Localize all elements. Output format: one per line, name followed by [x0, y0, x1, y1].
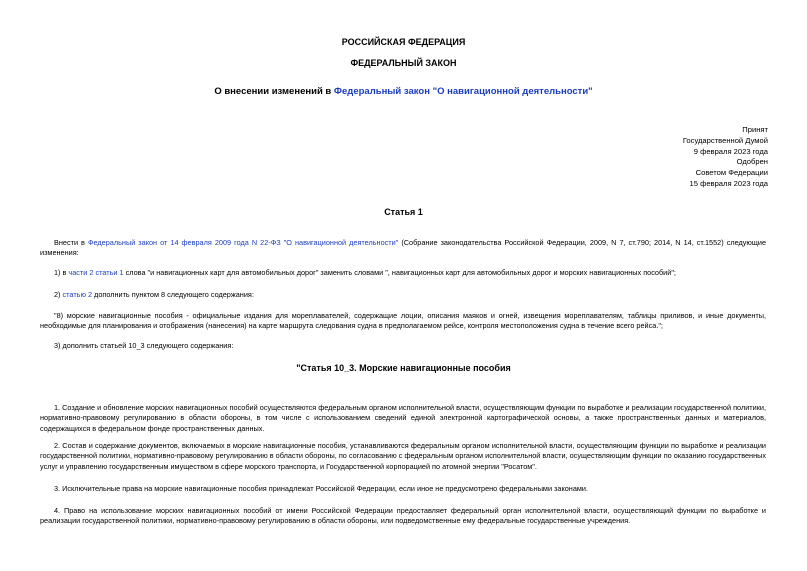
article-10-3-heading: "Статья 10_3. Морские навигационные пособия	[296, 363, 511, 373]
item1-pre: 1) в	[54, 268, 69, 277]
intro-pre: Внести в	[54, 238, 88, 247]
part-2-text: 2. Состав и содержание документов, включаемых в морские навигационные пособия, устанавливаются федеральным органом исполнительной власти, осуществляющим функции по выработке и реализации государственной политики, нормативно-правовому регулированию в области обороны, по согласованию с федеральным органом исполнительной власти, осуществляющим функции по оказанию государственных услуг и управлению государственным имуществом в сфере морского транспорта, и Государственной корпорацией по атомной энергии "Росатом".	[40, 441, 766, 471]
approved-by: Советом Федерации	[695, 168, 768, 178]
accepted-date: 9 февраля 2023 года	[693, 146, 768, 156]
item2-post: дополнить пунктом 8 следующего содержания:	[92, 290, 254, 299]
accepted-by: Государственной Думой	[682, 135, 768, 145]
part-1-text: 1. Создание и обновление морских навигационных пособий осуществляются федеральным органом исполнительной власти, осуществляющим функции по выработке и реализации государственной политики, нормативно-правовому регулированию в области обороны, в том числе с использованием сведений единой электронной картографической основы, а также пространственных данных и материалов, содержащихся в федеральном фонде пространственных данных.	[40, 403, 766, 433]
new-point-8	[40, 311, 766, 332]
law-title	[0, 86, 807, 97]
accepted-label: Принят	[742, 125, 768, 134]
amendment-item-3	[40, 341, 766, 351]
part2-article1-link[interactable]: части 2 статьи 1	[68, 268, 124, 277]
item1-post: слова "и навигационных карт для автомобильных дорог" заменить словами ", навигационных карт для автомобильных дорог и морских навигационных пособий";	[123, 268, 676, 277]
article-10-3-part-4	[40, 506, 766, 527]
approved-date: 15 февраля 2023 года	[689, 178, 768, 188]
approved-label: Одобрен	[736, 157, 768, 167]
item3-text: 3) дополнить статьей 10_3 следующего содержания:	[54, 341, 234, 350]
item2-pre: 2)	[54, 290, 63, 299]
law-title-prefix: О внесении изменений в	[214, 86, 334, 97]
amendment-item-1	[40, 268, 766, 278]
article2-link[interactable]: статью 2	[62, 290, 93, 299]
amendment-item-2	[40, 290, 766, 300]
article-10-3-part-1	[40, 403, 766, 434]
part-4-text: 4. Право на использование морских навигационных пособий от имени Российской Федерации предоставляет федеральный орган исполнительной власти, осуществляющий функции по выработке и реализации государственной политики, нормативно-правовому регулированию в области обороны, или подведомственные ему федеральные государственные учреждения.	[40, 506, 766, 526]
point-8-text: "8) морские навигационные пособия - официальные издания для мореплавателей, содержащие лоции, описания маяков и огней, извещения мореплавателям, таблицы приливов, и иные документы, необходимые для планирования и отображения (нанесения) на карте маршрута следования судна в предполагаемом рейсе, контроля местоположения судна в течение всего рейса.";	[40, 311, 766, 331]
law-22fz-link[interactable]: Федеральный закон от 14 февраля 2009 года N 22-ФЗ "О навигационной деятельности"	[87, 238, 399, 247]
acceptance-block	[683, 125, 768, 190]
intro-post: (Собрание законодательства Российской Федерации, 2009, N 7, ст.790; 2014, N 14, ст.1552) следующие изменения:	[40, 238, 767, 258]
article-10-3-part-2	[40, 441, 766, 472]
part-3-text: 3. Исключительные права на морские навигационные пособия принадлежат Российской Федерации, если иное не предусмотрено федеральными законами.	[54, 484, 589, 493]
article-1-heading: Статья 1	[384, 207, 423, 217]
federal-law-link[interactable]: Федеральный закон "О навигационной деятельности"	[333, 86, 593, 97]
article-1-intro	[40, 238, 766, 259]
document-type-heading: ФЕДЕРАЛЬНЫЙ ЗАКОН	[350, 58, 457, 68]
article-10-3-part-3	[40, 484, 766, 494]
country-heading: РОССИЙСКАЯ ФЕДЕРАЦИЯ	[341, 37, 466, 47]
